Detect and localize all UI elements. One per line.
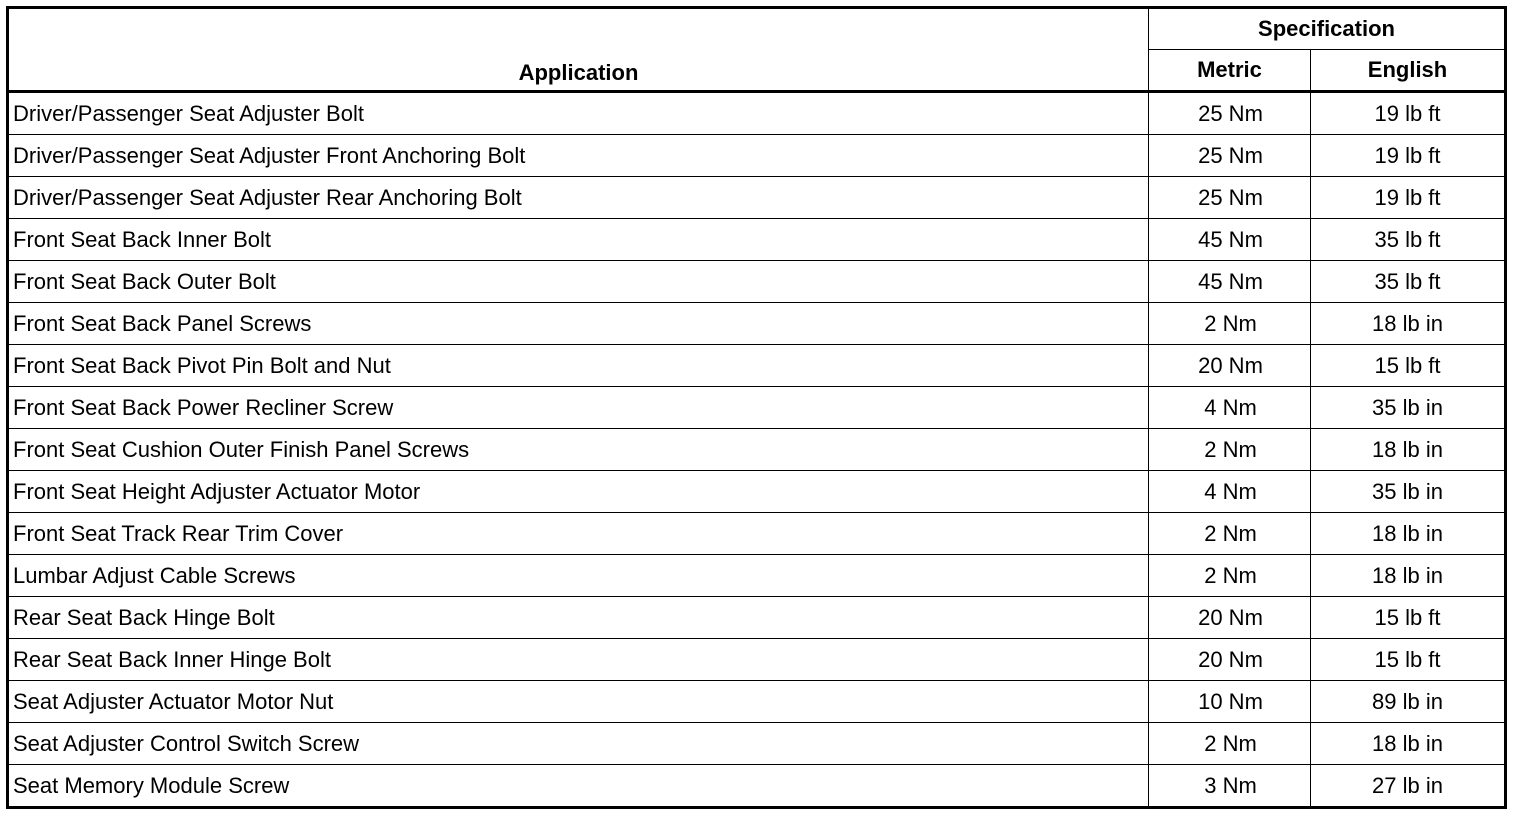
metric-cell: 4 Nm — [1149, 471, 1311, 513]
specification-column-header: Specification — [1149, 8, 1506, 50]
table-row — [8, 135, 1506, 177]
metric-cell: 45 Nm — [1149, 261, 1311, 303]
application-cell: Front Seat Back Outer Bolt — [8, 261, 1149, 303]
table-row — [8, 765, 1506, 808]
table-row — [8, 387, 1506, 429]
application-column-header: Application — [8, 8, 1149, 92]
english-cell: 15 lb ft — [1311, 597, 1506, 639]
metric-cell: 20 Nm — [1149, 345, 1311, 387]
english-cell: 19 lb ft — [1311, 135, 1506, 177]
table-row — [8, 345, 1506, 387]
english-cell: 35 lb ft — [1311, 261, 1506, 303]
table-body — [8, 92, 1506, 808]
application-cell: Seat Adjuster Control Switch Screw — [8, 723, 1149, 765]
english-cell: 27 lb in — [1311, 765, 1506, 808]
english-cell: 35 lb in — [1311, 387, 1506, 429]
metric-cell: 25 Nm — [1149, 135, 1311, 177]
english-cell: 35 lb in — [1311, 471, 1506, 513]
table-row — [8, 261, 1506, 303]
table-row — [8, 303, 1506, 345]
metric-cell: 2 Nm — [1149, 723, 1311, 765]
english-cell: 35 lb ft — [1311, 219, 1506, 261]
metric-cell: 25 Nm — [1149, 177, 1311, 219]
english-cell: 18 lb in — [1311, 555, 1506, 597]
table-row — [8, 177, 1506, 219]
table-header — [8, 8, 1506, 92]
metric-cell: 25 Nm — [1149, 92, 1311, 135]
english-cell: 18 lb in — [1311, 513, 1506, 555]
metric-cell: 4 Nm — [1149, 387, 1311, 429]
metric-cell: 45 Nm — [1149, 219, 1311, 261]
application-cell: Front Seat Cushion Outer Finish Panel Screws — [8, 429, 1149, 471]
application-cell: Driver/Passenger Seat Adjuster Rear Anchoring Bolt — [8, 177, 1149, 219]
english-cell: 19 lb ft — [1311, 92, 1506, 135]
application-cell: Front Seat Back Inner Bolt — [8, 219, 1149, 261]
metric-cell: 2 Nm — [1149, 303, 1311, 345]
fastener-specification-table — [6, 6, 1507, 809]
table-row — [8, 555, 1506, 597]
table-row — [8, 639, 1506, 681]
table-row — [8, 429, 1506, 471]
metric-cell: 2 Nm — [1149, 513, 1311, 555]
table-row — [8, 723, 1506, 765]
english-cell: 15 lb ft — [1311, 345, 1506, 387]
application-cell: Front Seat Back Power Recliner Screw — [8, 387, 1149, 429]
english-cell: 18 lb in — [1311, 303, 1506, 345]
table-row — [8, 681, 1506, 723]
table-row — [8, 219, 1506, 261]
application-cell: Front Seat Back Panel Screws — [8, 303, 1149, 345]
metric-column-header: Metric — [1149, 50, 1311, 92]
english-column-header: English — [1311, 50, 1506, 92]
application-cell: Front Seat Height Adjuster Actuator Motor — [8, 471, 1149, 513]
application-cell: Seat Memory Module Screw — [8, 765, 1149, 808]
english-cell: 18 lb in — [1311, 723, 1506, 765]
application-cell: Front Seat Back Pivot Pin Bolt and Nut — [8, 345, 1149, 387]
metric-cell: 20 Nm — [1149, 639, 1311, 681]
header-row-1 — [8, 8, 1506, 50]
english-cell: 15 lb ft — [1311, 639, 1506, 681]
application-cell: Rear Seat Back Inner Hinge Bolt — [8, 639, 1149, 681]
table-row — [8, 513, 1506, 555]
english-cell: 18 lb in — [1311, 429, 1506, 471]
metric-cell: 2 Nm — [1149, 429, 1311, 471]
english-cell: 19 lb ft — [1311, 177, 1506, 219]
metric-cell: 10 Nm — [1149, 681, 1311, 723]
metric-cell: 20 Nm — [1149, 597, 1311, 639]
application-cell: Seat Adjuster Actuator Motor Nut — [8, 681, 1149, 723]
table-row — [8, 92, 1506, 135]
application-cell: Driver/Passenger Seat Adjuster Front Anchoring Bolt — [8, 135, 1149, 177]
english-cell: 89 lb in — [1311, 681, 1506, 723]
application-cell: Driver/Passenger Seat Adjuster Bolt — [8, 92, 1149, 135]
application-cell: Rear Seat Back Hinge Bolt — [8, 597, 1149, 639]
table-row — [8, 471, 1506, 513]
metric-cell: 2 Nm — [1149, 555, 1311, 597]
table-row — [8, 597, 1506, 639]
application-cell: Front Seat Track Rear Trim Cover — [8, 513, 1149, 555]
application-cell: Lumbar Adjust Cable Screws — [8, 555, 1149, 597]
metric-cell: 3 Nm — [1149, 765, 1311, 808]
